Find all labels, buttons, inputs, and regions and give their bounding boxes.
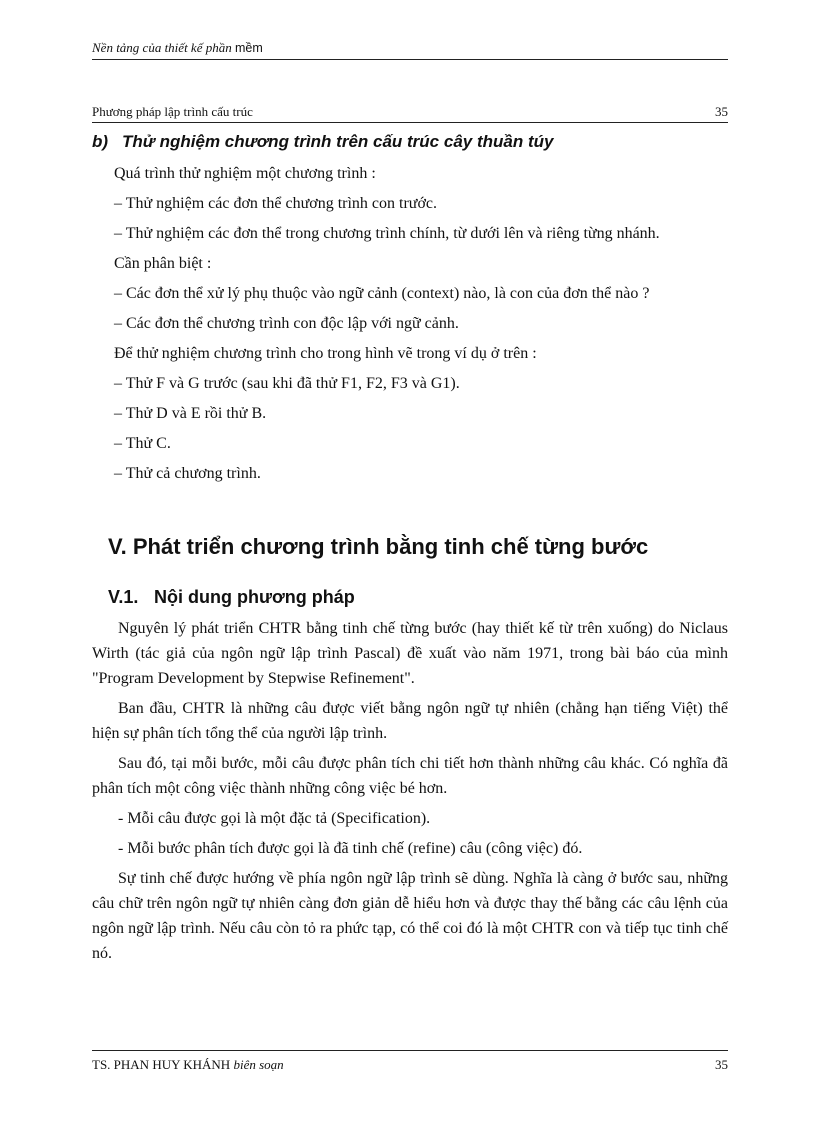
chapter-title: Phương pháp lập trình cấu trúc — [92, 104, 253, 119]
paragraph: Sau đó, tại mỗi bước, mỗi câu được phân tích chi tiết hơn thành những câu khác. Có nghĩa đã phân tích một công việc thành những công việc bé hơn. — [92, 755, 728, 797]
header-page-number: 35 — [715, 104, 728, 119]
book-title-header — [92, 40, 728, 60]
subsection-number: V.1. — [108, 587, 139, 607]
bullet-item: - Mỗi bước phân tích được gọi là đã tinh chế (refine) câu (công việc) đó. — [118, 840, 583, 857]
list-item: – Thử D và E rồi thử B. — [114, 405, 267, 422]
list-item: – Thử nghiệm các đơn thể trong chương trình chính, từ dưới lên và riêng từng nhánh. — [114, 225, 660, 242]
footer-page-number: 35 — [715, 1057, 728, 1072]
list-item: – Các đơn thể xử lý phụ thuộc vào ngữ cảnh (context) nào, là con của đơn thể nào ? — [114, 285, 650, 302]
list-item: – Thử C. — [114, 435, 171, 452]
paragraph: Để thử nghiệm chương trình cho trong hình vẽ trong ví dụ ở trên : — [114, 345, 537, 362]
paragraph: Quá trình thử nghiệm một chương trình : — [114, 165, 376, 182]
paragraph: Sự tinh chế được hướng về phía ngôn ngữ lập trình sẽ dùng. Nghĩa là càng ở bước sau, những câu chữ trên ngôn ngữ tự nhiên càng đơn giản dễ hiểu hơn và được thay thế bằng các câu lệnh của ngôn ngữ lập trình. Nếu câu còn tỏ ra phức tạp, có thể coi đó là một CHTR con và tiếp tục tinh chế nó. — [92, 870, 728, 962]
subsection-title: Thử nghiệm chương trình trên cấu trúc cây thuần túy — [122, 132, 554, 151]
footer-author-line — [92, 1057, 284, 1073]
section-v-heading: V. Phát triển chương trình bằng tinh chế từng bước — [108, 534, 649, 559]
book-title-last-word: mềm — [234, 41, 263, 55]
subsection-title: Nội dung phương pháp — [154, 587, 355, 607]
bullet-item: - Mỗi câu được gọi là một đặc tả (Specification). — [118, 810, 431, 827]
subsection-label: b) — [92, 132, 109, 151]
list-item: – Thử nghiệm các đơn thể chương trình con trước. — [114, 195, 438, 212]
footer-role: biên soạn — [233, 1057, 284, 1072]
paragraph: Nguyên lý phát triển CHTR bằng tinh chế từng bước (hay thiết kế từ trên xuống) do Niclaus Wirth (tác giả của ngôn ngữ lập trình Pascal) đề xuất vào năm 1971, trong bài báo của mình "Program Development by Stepwise Refinement". — [92, 620, 728, 687]
chapter-header — [92, 104, 728, 123]
page-footer — [92, 1050, 728, 1073]
list-item: – Các đơn thể chương trình con độc lập với ngữ cảnh. — [114, 315, 459, 332]
subsection-b-heading — [92, 132, 728, 152]
footer-author: TS. PHAN HUY KHÁNH — [92, 1057, 231, 1072]
list-item: – Thử F và G trước (sau khi đã thử F1, F2, F3 và G1). — [114, 375, 460, 392]
paragraph: Cần phân biệt : — [114, 255, 212, 272]
paragraph: Ban đầu, CHTR là những câu được viết bằng ngôn ngữ tự nhiên (chẳng hạn tiếng Việt) thể hiện sự phân tích tổng thể của người lập trình. — [92, 700, 728, 742]
page-content — [92, 132, 728, 971]
book-title: Nền tảng của thiết kế phần — [92, 40, 232, 55]
list-item: – Thử cả chương trình. — [114, 465, 261, 482]
subsection-v1-heading — [108, 587, 728, 608]
